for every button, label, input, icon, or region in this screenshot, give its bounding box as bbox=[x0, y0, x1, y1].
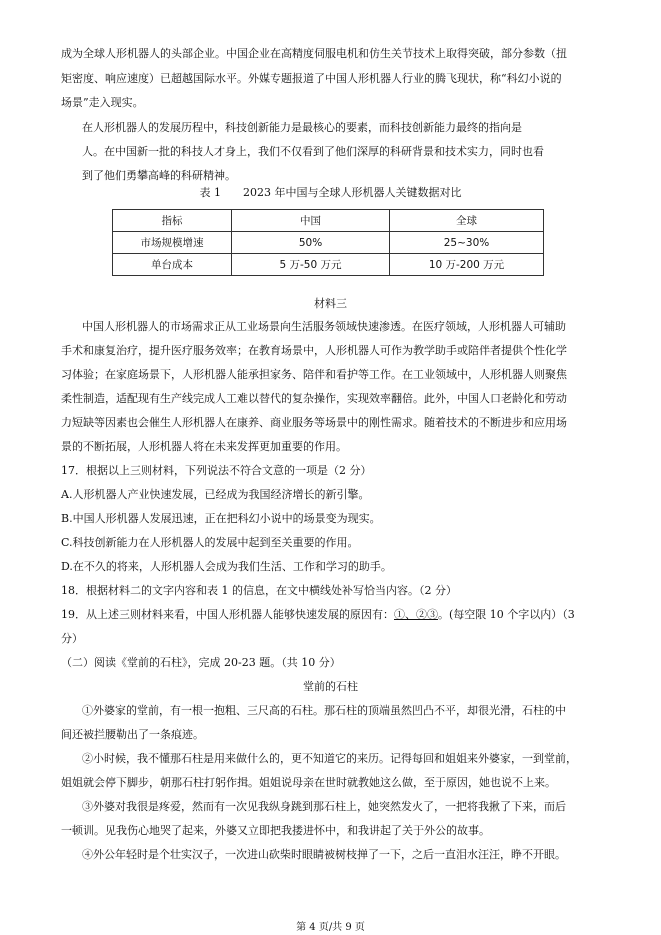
intro-line-5: 人。在中国新一批的科技人才身上，我们不仅看到了他们深厚的科研背景和技术实力，同时也看 bbox=[82, 145, 544, 158]
table-header-cell: 中国 bbox=[232, 210, 390, 232]
intro-line-4: 在人形机器人的发展历程中，科技创新能力是最核心的要素，而科技创新能力最终的指向是 bbox=[82, 121, 522, 134]
option-d: D.在不久的将来，人形机器人会成为我们生活、工作和学习的助手。 bbox=[61, 560, 392, 573]
paragraph-1-line-1: ①外婆家的堂前，有一根一抱粗、三尺高的石柱。那石柱的顶端虽然凹凸不平，却很光滑，石柱的中 bbox=[82, 704, 566, 717]
table-row bbox=[113, 254, 544, 276]
data-table bbox=[112, 209, 544, 276]
material3-line-5: 力短缺等因素也会催生人形机器人在康养、商业服务等场景中的刚性需求。随着技术的不断进步和应用场 bbox=[61, 416, 567, 429]
answer-blanks: ①、②③ bbox=[394, 608, 438, 621]
paragraph-2-line-2: 姐姐就会停下脚步，朝那石柱打躬作揖。姐姐说母亲在世时就教她这么做，至于原因，她也说不上来。 bbox=[61, 776, 556, 789]
intro-line-6: 到了他们勇攀高峰的科研精神。 bbox=[82, 169, 236, 182]
question-17: 17．根据以上三则材料，下列说法不符合文意的一项是（2 分） bbox=[61, 464, 372, 477]
table-cell: 市场规模增速 bbox=[113, 232, 232, 254]
table-row bbox=[113, 232, 544, 254]
section-header: （二）阅读《堂前的石柱》，完成 20-23 题。（共 10 分） bbox=[61, 656, 341, 669]
paragraph-1-line-2: 间还被拦腰勒出了一条痕迹。 bbox=[61, 728, 204, 741]
material3-line-2: 手术和康复治疗，提升医疗服务效率；在教育场景中，人形机器人可作为教学助手或陪伴者提供个性化学 bbox=[61, 344, 567, 357]
paragraph-4-line-1: ④外公年轻时是个壮实汉子，一次进山砍柴时眼睛被树枝掸了一下，之后一直泪水汪汪，睁不开眼。 bbox=[82, 848, 566, 861]
table-header-row bbox=[113, 210, 544, 232]
table-cell: 5 万-50 万元 bbox=[232, 254, 390, 276]
intro-line-1: 成为全球人形机器人的头部企业。中国企业在高精度伺服电机和仿生关节技术上取得突破，部分参数（扭 bbox=[61, 47, 567, 60]
question-19-limit: 。(每空限 10 个字以内）（3 bbox=[438, 608, 575, 621]
option-c: C.科技创新能力在人形机器人的发展中起到至关重要的作用。 bbox=[61, 536, 359, 549]
table-cell: 25~30% bbox=[390, 232, 544, 254]
table-cell: 单台成本 bbox=[113, 254, 232, 276]
table-header-cell: 指标 bbox=[113, 210, 232, 232]
option-a: A.人形机器人产业快速发展，已经成为我国经济增长的新引擎。 bbox=[61, 488, 370, 501]
question-18: 18．根据材料二的文字内容和表 1 的信息，在文中横线处补写恰当内容。（2 分） bbox=[61, 584, 457, 597]
passage-title: 堂前的石柱 bbox=[303, 680, 358, 693]
table-caption: 表 1 2023 年中国与全球人形机器人关键数据对比 bbox=[199, 186, 462, 199]
material3-line-4: 柔性制造，适配现有生产线完成人工难以替代的复杂操作，实现效率翻倍。此外，中国人口老龄化和劳动 bbox=[61, 392, 567, 405]
material3-line-6: 景的不断拓展，人形机器人将在未来发挥更加重要的作用。 bbox=[61, 440, 347, 453]
paragraph-3-line-1: ③外婆对我很是疼爱，然而有一次见我纵身跳到那石柱上，她突然发火了，一把将我揪了下来，而后 bbox=[82, 800, 566, 813]
intro-line-2: 矩密度、响应速度）已超越国际水平。外媒专题报道了中国人形机器人行业的腾飞现状，称“科幻小说的 bbox=[61, 72, 562, 85]
material3-title: 材料三 bbox=[314, 297, 347, 310]
paragraph-3-line-2: 一顿训。见我伤心地哭了起来，外婆又立即把我搂进怀中，和我讲起了关于外公的故事。 bbox=[61, 824, 490, 837]
question-19-cont: 分） bbox=[61, 632, 83, 645]
question-19-text: 19．从上述三则材料来看，中国人形机器人能够快速发展的原因有： bbox=[61, 608, 394, 621]
page-footer: 第 4 页/共 9 页 bbox=[296, 922, 365, 933]
paragraph-2-line-1: ②小时候，我不懂那石柱是用来做什么的，更不知道它的来历。记得每回和姐姐来外婆家，一到堂前， bbox=[82, 752, 577, 765]
table-header-cell: 全球 bbox=[390, 210, 544, 232]
table-cell: 50% bbox=[232, 232, 390, 254]
option-b: B.中国人形机器人发展迅速，正在把科幻小说中的场景变为现实。 bbox=[61, 512, 381, 525]
table-cell: 10 万-200 万元 bbox=[390, 254, 544, 276]
question-19 bbox=[61, 608, 575, 622]
material3-line-3: 习体验；在家庭场景下，人形机器人能承担家务、陪伴和看护等工作。在工业领域中，人形机器人则聚焦 bbox=[61, 368, 567, 381]
material3-line-1: 中国人形机器人的市场需求正从工业场景向生活服务领域快速渗透。在医疗领域，人形机器人可辅助 bbox=[82, 320, 566, 333]
intro-line-3: 场景”走入现实。 bbox=[61, 96, 144, 109]
